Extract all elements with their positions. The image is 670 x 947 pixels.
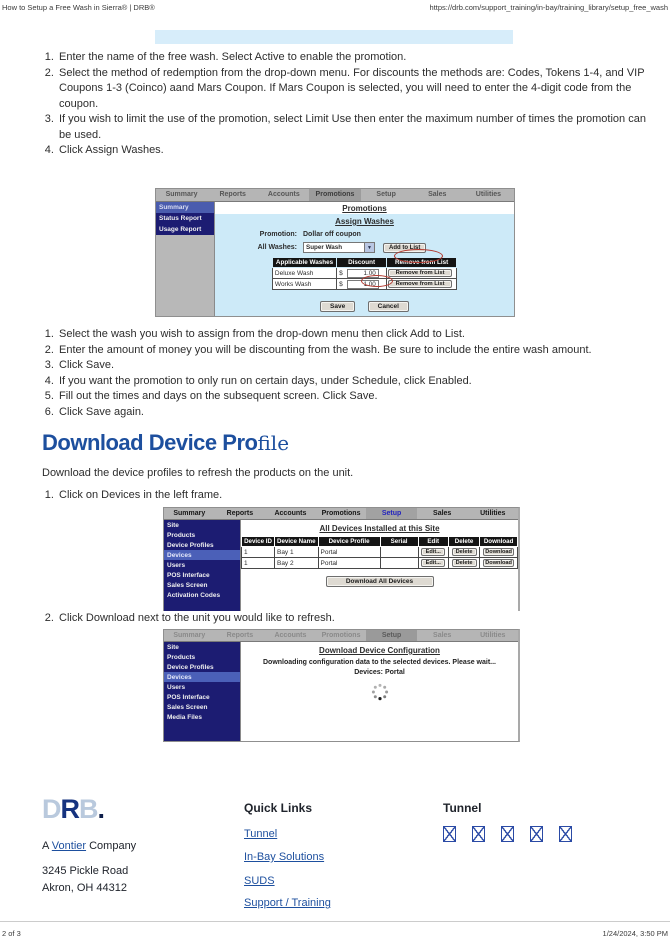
all-washes-label: All Washes:	[257, 244, 297, 251]
cancel-button[interactable]: Cancel	[368, 301, 409, 312]
tab-sales[interactable]: Sales	[428, 191, 447, 198]
column-header: Device Profile	[318, 537, 380, 547]
sidebar-item-products[interactable]: Products	[167, 531, 196, 539]
menu-bar	[164, 508, 518, 520]
company-prefix: A	[42, 840, 52, 852]
section-intro: Download the device profiles to refresh the products on the unit.	[42, 467, 354, 479]
tab-utilities[interactable]: Utilities	[480, 632, 506, 639]
column-header: Download	[480, 537, 518, 547]
discount-input[interactable]: 1.00	[347, 280, 379, 289]
social-placeholder-icon[interactable]	[559, 826, 572, 842]
vontier-link[interactable]: Vontier	[51, 840, 87, 852]
promo-steps-list	[40, 50, 654, 159]
promotion-label: Promotion:	[259, 231, 297, 238]
list-item: 4. If you want the promotion to only run on certain days, under Schedule, click Enabled.	[57, 374, 654, 390]
tab-summary[interactable]: Summary	[165, 191, 198, 198]
column-header: Device Name	[274, 537, 318, 547]
link-in-bay-solutions[interactable]: In-Bay Solutions	[244, 851, 325, 863]
sidebar-item-media-files[interactable]: Media Files	[167, 713, 203, 721]
table-row	[242, 547, 518, 558]
column-header: Discount	[337, 258, 387, 268]
tab-promotions[interactable]: Promotions	[321, 632, 361, 639]
remove-from-list-button[interactable]: Remove from List	[388, 269, 452, 277]
currency-label: $	[339, 269, 343, 277]
address-line-1: 3245 Pickle Road	[42, 865, 129, 877]
table-row	[242, 558, 518, 569]
social-placeholder-icon[interactable]	[530, 826, 543, 842]
sidebar-item-pos-interface[interactable]: POS Interface	[167, 571, 210, 579]
tab-utilities[interactable]: Utilities	[475, 191, 502, 198]
sidebar-item-site[interactable]: Site	[167, 643, 179, 651]
print-timestamp: 1/24/2024, 3:50 PM	[602, 929, 668, 938]
sidebar-item-device-profiles[interactable]: Device Profiles	[167, 663, 214, 671]
serial-cell	[380, 547, 418, 558]
edit-button[interactable]: Edit...	[421, 559, 445, 567]
tab-setup[interactable]: Setup	[366, 508, 417, 519]
delete-button[interactable]: Delete	[452, 559, 477, 567]
social-placeholder-icon[interactable]	[443, 826, 456, 842]
tab-sales[interactable]: Sales	[433, 632, 452, 639]
logo-letter: D	[42, 794, 61, 824]
list-item: 2. Enter the amount of money you will be discounting from the wash. Be sure to include the entire wash amount.	[57, 343, 654, 359]
sierra-promotions-screenshot	[155, 188, 515, 317]
device-profile-cell: Portal	[318, 558, 380, 569]
save-button[interactable]: Save	[320, 301, 355, 312]
sidebar	[156, 202, 214, 316]
tab-sales[interactable]: Sales	[433, 510, 452, 517]
sidebar-item-device-profiles[interactable]: Device Profiles	[167, 541, 214, 549]
tab-setup[interactable]: Setup	[376, 191, 396, 198]
all-washes-selected-value: Super Wash	[306, 244, 343, 251]
remove-from-list-button[interactable]: Remove from List	[388, 280, 452, 288]
social-column-title: Tunnel	[443, 801, 482, 815]
tab-reports[interactable]: Reports	[226, 510, 254, 517]
table-row	[272, 279, 456, 290]
list-item: 3. If you wish to limit the use of the promotion, select Limit Use then enter the maximum number of times the promotion can be used.	[57, 112, 654, 143]
device-id-cell: 1	[242, 547, 275, 558]
tab-accounts[interactable]: Accounts	[267, 191, 300, 198]
logo-letter: R	[60, 794, 79, 824]
column-header: Delete	[448, 537, 479, 547]
page-number: 2 of 3	[2, 929, 21, 938]
sidebar-item-pos-interface[interactable]: POS Interface	[167, 693, 210, 701]
status-message: Downloading configuration data to the selected devices. Please wait...	[263, 659, 496, 666]
list-item: 1. Enter the name of the free wash. Select Active to enable the promotion.	[57, 50, 654, 66]
link-suds[interactable]: SUDS	[244, 875, 275, 887]
print-header-url: https://drb.com/support_training/in-bay/training_library/setup_free_wash	[429, 3, 668, 12]
menu-bar	[156, 189, 514, 202]
link-support-training[interactable]: Support / Training	[244, 897, 331, 909]
download-step-1	[40, 488, 654, 504]
page-title: Download Device Configuration	[319, 646, 440, 655]
add-to-list-button[interactable]: Add to List	[383, 243, 426, 253]
devices-table	[241, 536, 518, 569]
device-name-cell: Bay 2	[274, 558, 318, 569]
discount-input[interactable]: 1.00	[347, 269, 379, 278]
list-item: 1. Click on Devices in the left frame.	[57, 488, 654, 504]
sidebar	[164, 520, 240, 611]
company-line	[42, 840, 136, 852]
heading-text-serif: file	[257, 431, 290, 455]
heading-text: Download Device Pro	[42, 430, 258, 455]
sidebar-item-site[interactable]: Site	[167, 521, 179, 529]
assign-steps-list	[40, 327, 654, 420]
quick-links-title: Quick Links	[244, 801, 313, 815]
chevron-down-icon[interactable]: ▼	[364, 243, 374, 252]
tab-reports[interactable]: Reports	[219, 191, 246, 198]
currency-label: $	[339, 280, 343, 288]
page-title: Promotions	[215, 202, 514, 214]
delete-button[interactable]: Delete	[452, 548, 477, 556]
sidebar-item-sales-screen[interactable]: Sales Screen	[167, 581, 208, 589]
list-item: 6. Click Save again.	[57, 405, 654, 421]
column-header: Device ID	[242, 537, 275, 547]
sidebar-item-devices[interactable]: Devices	[164, 672, 240, 682]
link-tunnel[interactable]: Tunnel	[244, 828, 278, 840]
device-profile-cell: Portal	[318, 547, 380, 558]
tab-summary[interactable]: Summary	[173, 510, 206, 517]
tab-reports[interactable]: Reports	[226, 632, 254, 639]
sidebar-item-status-report[interactable]: Status Report	[159, 215, 202, 222]
column-header: Applicable Washes	[272, 258, 336, 268]
address-line-2: Akron, OH 44312	[42, 882, 127, 894]
loading-spinner-icon	[371, 683, 389, 701]
table-row	[272, 268, 456, 279]
list-item: 2. Select the method of redemption from the drop-down menu. For discounts the methods are: Codes, Tokens 1-4, and VIP Coupons 1-3 (Coinco) aand Mars Coupon. If Mars Coupon is selected, you will need to enter the 4-digit code from the coupon.	[57, 66, 654, 113]
sidebar-item-products[interactable]: Products	[167, 653, 196, 661]
print-header	[2, 3, 668, 12]
sidebar-item-activation-codes[interactable]: Activation Codes	[167, 591, 221, 599]
device-id-cell: 1	[242, 558, 275, 569]
sierra-devices-screenshot	[163, 507, 520, 611]
company-suffix: Company	[86, 840, 137, 852]
download-all-devices-button[interactable]: Download All Devices	[326, 576, 434, 587]
sidebar-item-users[interactable]: Users	[167, 561, 186, 569]
tab-accounts[interactable]: Accounts	[274, 632, 307, 639]
page-title: All Devices Installed at this Site	[319, 524, 440, 533]
sidebar-item-users[interactable]: Users	[167, 683, 186, 691]
tab-promotions[interactable]: Promotions	[309, 189, 360, 201]
page-bottom-rule	[0, 921, 670, 922]
devices-value: Portal	[384, 669, 405, 676]
print-header-title: How to Setup a Free Wash in Sierra® | DRB®	[2, 3, 155, 12]
social-placeholder-icon[interactable]	[501, 826, 514, 842]
promotion-value: Dollar off coupon	[303, 231, 361, 238]
serial-cell	[380, 558, 418, 569]
highlight-bar	[155, 30, 513, 44]
sidebar-item-sales-screen[interactable]: Sales Screen	[167, 703, 208, 711]
tab-accounts[interactable]: Accounts	[274, 510, 307, 517]
tab-setup[interactable]: Setup	[366, 630, 417, 641]
edit-button[interactable]: Edit...	[421, 548, 445, 556]
assign-washes-table	[272, 257, 457, 290]
social-icons-row	[443, 826, 572, 842]
social-placeholder-icon[interactable]	[472, 826, 485, 842]
column-header: Serial	[380, 537, 418, 547]
wash-name-cell: Works Wash	[272, 279, 336, 290]
list-item: 3. Click Save.	[57, 358, 654, 374]
tab-promotions[interactable]: Promotions	[321, 510, 361, 517]
download-button[interactable]: Download	[483, 548, 514, 556]
list-item: 4. Click Assign Washes.	[57, 143, 654, 159]
sidebar-item-usage-report[interactable]: Usage Report	[159, 226, 202, 233]
list-item: 1. Select the wash you wish to assign from the drop-down menu then click Add to List.	[57, 327, 654, 343]
logo-letter: .	[97, 794, 105, 824]
all-washes-select[interactable]	[303, 242, 375, 253]
tab-summary[interactable]: Summary	[173, 632, 206, 639]
column-header: Edit	[418, 537, 448, 547]
tab-utilities[interactable]: Utilities	[480, 510, 506, 517]
section-heading	[42, 430, 289, 456]
download-button[interactable]: Download	[483, 559, 514, 567]
download-step-2	[40, 611, 654, 627]
logo-letter: B	[79, 794, 98, 824]
wash-name-cell: Deluxe Wash	[272, 268, 336, 279]
list-item: 5. Fill out the times and days on the subsequent screen. Click Save.	[57, 389, 654, 405]
sierra-download-config-screenshot	[163, 629, 520, 742]
section-title: Assign Washes	[335, 217, 394, 226]
devices-label: Devices:	[354, 669, 383, 676]
list-item: 2. Click Download next to the unit you would like to refresh.	[57, 611, 654, 627]
device-name-cell: Bay 1	[274, 547, 318, 558]
sidebar-item-devices[interactable]: Devices	[164, 550, 240, 560]
sidebar	[164, 642, 240, 741]
print-footer	[2, 929, 668, 938]
column-header: Remove from List	[387, 258, 457, 268]
drb-logo	[42, 794, 104, 825]
sidebar-item-summary[interactable]: Summary	[156, 202, 214, 213]
menu-bar	[164, 630, 518, 642]
